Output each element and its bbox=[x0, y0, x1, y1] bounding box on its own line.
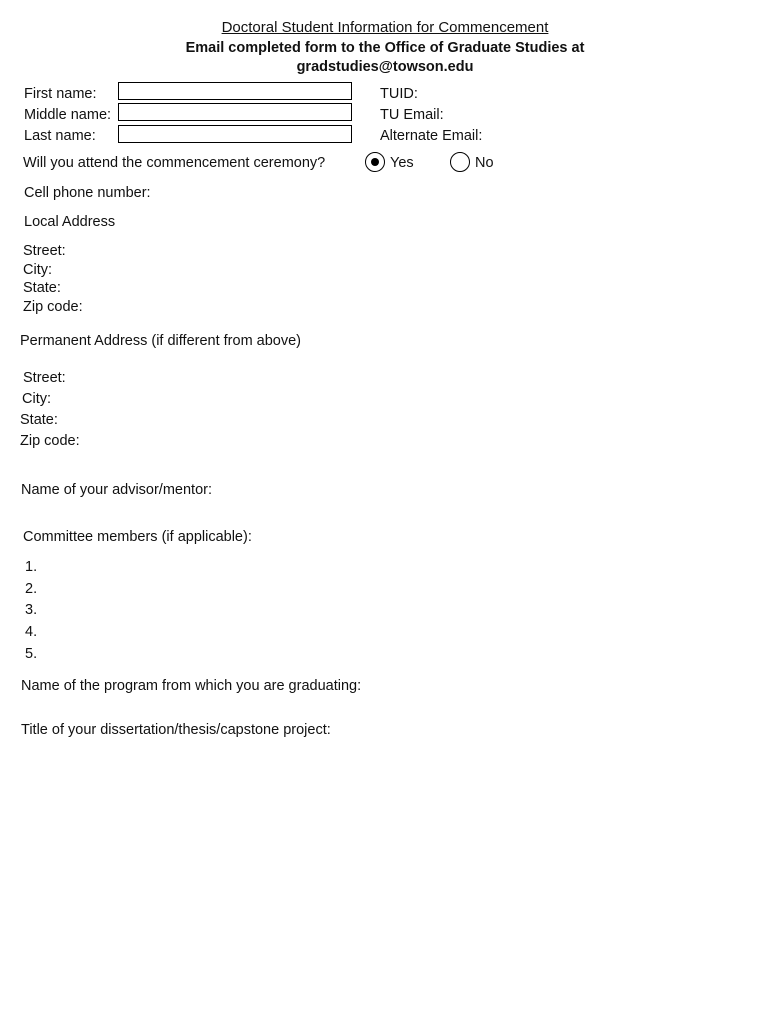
form-title: Doctoral Student Information for Commencement bbox=[221, 19, 549, 36]
no-radio[interactable] bbox=[450, 152, 470, 172]
middle-name-label: Middle name: bbox=[24, 107, 112, 123]
local-state-label: State: bbox=[23, 280, 61, 296]
permanent-state-label: State: bbox=[20, 412, 58, 428]
yes-label: Yes bbox=[390, 155, 414, 171]
committee-heading: Committee members (if applicable): bbox=[23, 529, 252, 545]
local-zip-label: Zip code: bbox=[23, 299, 83, 315]
tuid-label: TUID: bbox=[380, 86, 418, 102]
last-name-label: Last name: bbox=[24, 128, 96, 144]
local-city-label: City: bbox=[23, 262, 52, 278]
cell-phone-label: Cell phone number: bbox=[24, 185, 151, 201]
alternate-email-label: Alternate Email: bbox=[380, 128, 483, 144]
advisor-label: Name of your advisor/mentor: bbox=[21, 482, 212, 498]
middle-name-field[interactable] bbox=[118, 103, 352, 121]
committee-member-number: 4. bbox=[25, 624, 38, 640]
permanent-street-label: Street: bbox=[23, 370, 66, 386]
local-street-label: Street: bbox=[23, 243, 66, 259]
attendance-question: Will you attend the commencement ceremony? bbox=[23, 155, 326, 171]
radio-selected-dot bbox=[371, 158, 379, 166]
local-address-heading: Local Address bbox=[24, 214, 116, 230]
permanent-address-heading: Permanent Address (if different from above) bbox=[20, 333, 302, 349]
committee-member-number: 2. bbox=[25, 581, 38, 597]
first-name-field[interactable] bbox=[118, 82, 352, 100]
last-name-field[interactable] bbox=[118, 125, 352, 143]
permanent-zip-label: Zip code: bbox=[20, 433, 80, 449]
program-label: Name of the program from which you are graduating: bbox=[21, 678, 362, 694]
committee-member-number: 1. bbox=[25, 559, 38, 575]
dissertation-title-label: Title of your dissertation/thesis/capstone project: bbox=[21, 722, 331, 738]
no-label: No bbox=[475, 155, 494, 171]
permanent-city-label: City: bbox=[22, 391, 51, 407]
committee-member-number: 3. bbox=[25, 602, 38, 618]
first-name-label: First name: bbox=[24, 86, 97, 102]
committee-member-number: 5. bbox=[25, 646, 38, 662]
submission-email: gradstudies@towson.edu bbox=[296, 59, 474, 75]
yes-radio[interactable] bbox=[365, 152, 385, 172]
form-instruction: Email completed form to the Office of Graduate Studies at bbox=[185, 40, 585, 56]
tu-email-label: TU Email: bbox=[380, 107, 444, 123]
